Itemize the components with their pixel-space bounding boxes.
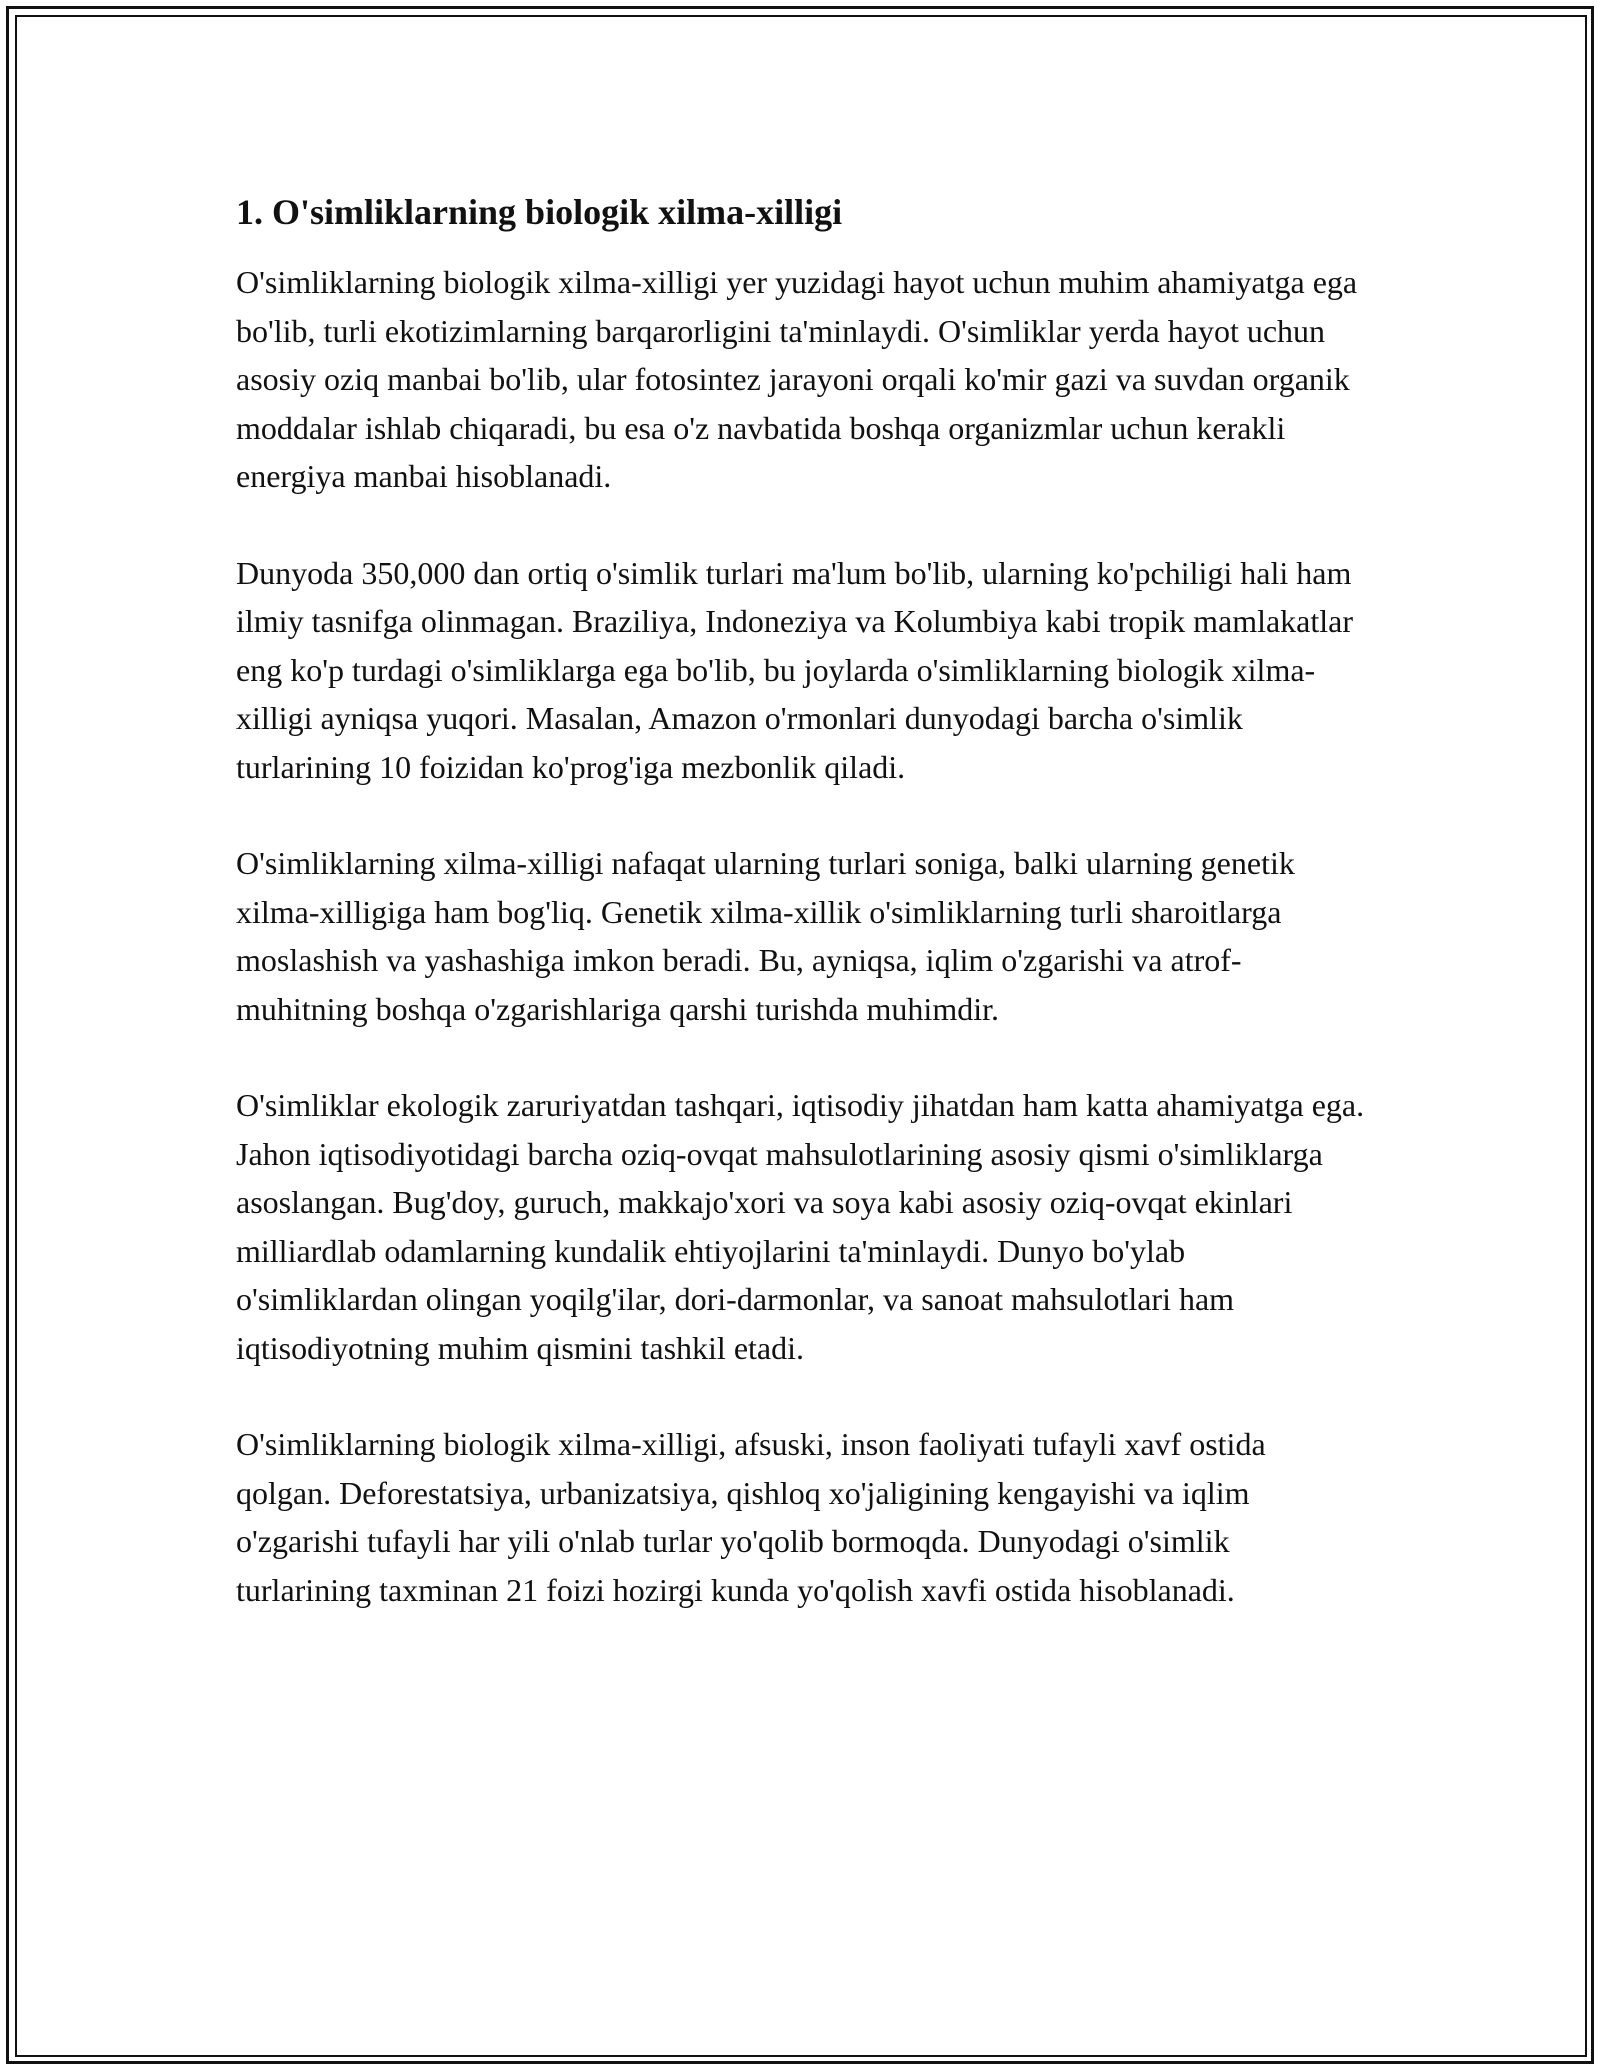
paragraph-1: O'simliklarning biologik xilma-xilligi yer yuzidagi hayot uchun muhim ahamiyatga ega bo'lib, turli ekotizimlarning barqarorligini ta'minlaydi. O'simliklar yerda hayot uchun asosiy oziq manbai bo'lib, ular fotosintez jarayoni orqali ko'mir gazi va suvdan organik moddalar ishlab chiqaradi, bu esa o'z navbatida boshqa organizmlar uchun kerakli energiya manbai hisoblanadi. bbox=[236, 264, 1358, 494]
paragraph-3: O'simliklarning xilma-xilligi nafaqat ularning turlari soniga, balki ularning genetik xilma-xilligiga ham bog'liq. Genetik xilma-xillik o'simliklarning turli sharoitlarga moslashish va yashashiga imkon beradi. Bu, ayniqsa, iqlim o'zgarishi va atrof-muhitning boshqa o'zgarishlariga qarshi turishda muhimdir. bbox=[236, 845, 1295, 1027]
paragraph-4: O'simliklar ekologik zaruriyatdan tashqari, iqtisodiy jihatdan ham katta ahamiyatga ega. Jahon iqtisodiyotidagi barcha oziq-ovqat mahsulotlarining asosiy qismi o'simliklarga asoslangan. Bug'doy, guruch, makkajo'xori va soya kabi asosiy oziq-ovqat ekinlari milliardlab odamlarning kundalik ehtiyojlarini ta'minlaydi. Dunyo bo'ylab o'simliklardan olingan yoqilg'ilar, dori-darmonlar, va sanoat mahsulotlari ham iqtisodiyotning muhim qismini tashkil etadi. bbox=[236, 1087, 1365, 1366]
document-body bbox=[236, 188, 1366, 1662]
paragraph-2: Dunyoda 350,000 dan ortiq o'simlik turlari ma'lum bo'lib, ularning ko'pchiligi hali ham ilmiy tasnifga olinmagan. Braziliya, Indoneziya va Kolumbiya kabi tropik mamlakatlar eng ko'p turdagi o'simliklarga ega bo'lib, bu joylarda o'simliklarning biologik xilma-xilligi ayniqsa yuqori. Masalan, Amazon o'rmonlari dunyodagi barcha o'simlik turlarining 10 foizidan ko'prog'iga mezbonlik qiladi. bbox=[236, 554, 1354, 785]
paragraph-5: O'simliklarning biologik xilma-xilligi, afsuski, inson faoliyati tufayli xavf ostida qolgan. Deforestatsiya, urbanizatsiya, qishloq xo'jaligining kengayishi va iqlim o'zgarishi tufayli har yili o'nlab turlar yo'qolib bormoqda. Dunyodagi o'simlik turlarining taxminan 21 foizi hozirgi kunda yo'qolish xavfi ostida hisoblanadi. bbox=[236, 1426, 1266, 1608]
section-heading: 1. O'simliklarning biologik xilma-xilligi bbox=[236, 192, 843, 232]
